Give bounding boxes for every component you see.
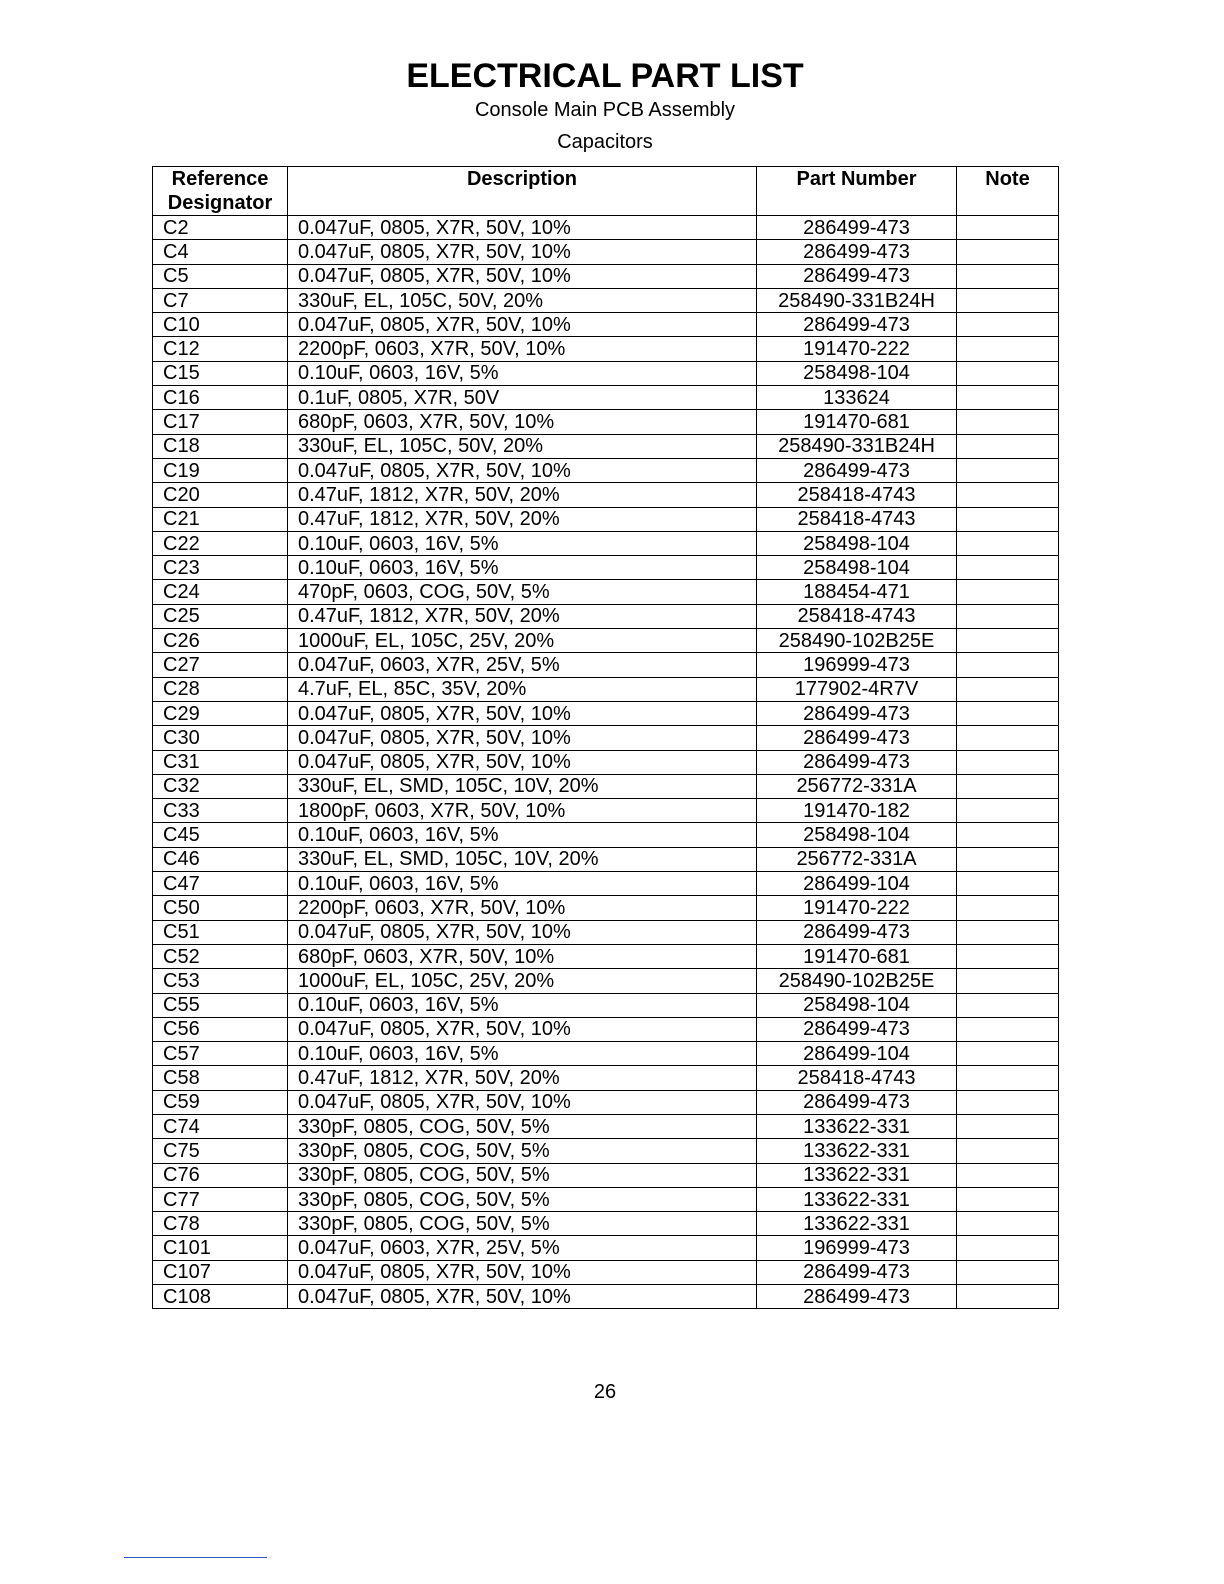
cell-note	[957, 483, 1059, 507]
cell-reference: C74	[153, 1114, 288, 1138]
cell-reference: C10	[153, 313, 288, 337]
cell-description: 0.047uF, 0805, X7R, 50V, 10%	[288, 1260, 757, 1284]
cell-note	[957, 896, 1059, 920]
cell-part-number: 256772-331A	[757, 774, 957, 798]
cell-description: 0.047uF, 0805, X7R, 50V, 10%	[288, 1090, 757, 1114]
cell-note	[957, 1017, 1059, 1041]
cell-reference: C16	[153, 386, 288, 410]
cell-description: 330uF, EL, SMD, 105C, 10V, 20%	[288, 847, 757, 871]
cell-description: 330uF, EL, 105C, 50V, 20%	[288, 434, 757, 458]
table-row	[153, 1260, 1059, 1284]
cell-reference: C31	[153, 750, 288, 774]
cell-note	[957, 264, 1059, 288]
cell-description: 1000uF, EL, 105C, 25V, 20%	[288, 629, 757, 653]
cell-part-number: 286499-104	[757, 1042, 957, 1066]
table-row	[153, 701, 1059, 725]
table-row	[153, 774, 1059, 798]
cell-note	[957, 1114, 1059, 1138]
cell-reference: C77	[153, 1187, 288, 1211]
cell-part-number: 286499-104	[757, 872, 957, 896]
cell-part-number: 191470-681	[757, 410, 957, 434]
table-row	[153, 726, 1059, 750]
cell-part-number: 286499-473	[757, 240, 957, 264]
cell-note	[957, 993, 1059, 1017]
cell-part-number: 191470-182	[757, 799, 957, 823]
cell-reference: C12	[153, 337, 288, 361]
table-row	[153, 361, 1059, 385]
cell-reference: C17	[153, 410, 288, 434]
cell-description: 0.047uF, 0805, X7R, 50V, 10%	[288, 726, 757, 750]
cell-reference: C24	[153, 580, 288, 604]
table-row	[153, 313, 1059, 337]
table-row	[153, 240, 1059, 264]
cell-description: 0.047uF, 0805, X7R, 50V, 10%	[288, 920, 757, 944]
cell-note	[957, 1139, 1059, 1163]
cell-description: 0.047uF, 0805, X7R, 50V, 10%	[288, 313, 757, 337]
cell-description: 2200pF, 0603, X7R, 50V, 10%	[288, 896, 757, 920]
table-row	[153, 458, 1059, 482]
cell-part-number: 286499-473	[757, 1285, 957, 1309]
cell-description: 0.47uF, 1812, X7R, 50V, 20%	[288, 483, 757, 507]
cell-note	[957, 1163, 1059, 1187]
cell-reference: C47	[153, 872, 288, 896]
cell-description: 470pF, 0603, COG, 50V, 5%	[288, 580, 757, 604]
cell-description: 1000uF, EL, 105C, 25V, 20%	[288, 969, 757, 993]
cell-part-number: 286499-473	[757, 264, 957, 288]
table-row	[153, 386, 1059, 410]
table-row	[153, 1139, 1059, 1163]
table-row	[153, 944, 1059, 968]
cell-reference: C23	[153, 556, 288, 580]
cell-part-number: 286499-473	[757, 1260, 957, 1284]
cell-note	[957, 288, 1059, 312]
table-row	[153, 872, 1059, 896]
cell-note	[957, 531, 1059, 555]
cell-reference: C75	[153, 1139, 288, 1163]
cell-reference: C29	[153, 701, 288, 725]
cell-reference: C56	[153, 1017, 288, 1041]
cell-reference: C33	[153, 799, 288, 823]
cell-reference: C20	[153, 483, 288, 507]
table-row	[153, 920, 1059, 944]
table-row	[153, 1066, 1059, 1090]
cell-description: 0.10uF, 0603, 16V, 5%	[288, 556, 757, 580]
cell-description: 0.47uF, 1812, X7R, 50V, 20%	[288, 604, 757, 628]
cell-reference: C58	[153, 1066, 288, 1090]
cell-reference: C4	[153, 240, 288, 264]
cell-description: 0.047uF, 0805, X7R, 50V, 10%	[288, 240, 757, 264]
cell-description: 0.10uF, 0603, 16V, 5%	[288, 872, 757, 896]
cell-part-number: 133622-331	[757, 1163, 957, 1187]
cell-note	[957, 750, 1059, 774]
cell-description: 0.047uF, 0805, X7R, 50V, 10%	[288, 1017, 757, 1041]
cell-reference: C25	[153, 604, 288, 628]
cell-note	[957, 556, 1059, 580]
section-heading: Capacitors	[557, 131, 653, 153]
table-row	[153, 264, 1059, 288]
cell-part-number: 258490-331B24H	[757, 288, 957, 312]
cell-note	[957, 774, 1059, 798]
cell-description: 330pF, 0805, COG, 50V, 5%	[288, 1139, 757, 1163]
cell-description: 0.047uF, 0805, X7R, 50V, 10%	[288, 264, 757, 288]
cell-reference: C30	[153, 726, 288, 750]
cell-reference: C18	[153, 434, 288, 458]
cell-description: 4.7uF, EL, 85C, 35V, 20%	[288, 677, 757, 701]
cell-part-number: 133622-331	[757, 1139, 957, 1163]
cell-part-number: 286499-473	[757, 726, 957, 750]
cell-note	[957, 969, 1059, 993]
table-row	[153, 1114, 1059, 1138]
cell-description: 0.047uF, 0805, X7R, 50V, 10%	[288, 701, 757, 725]
cell-note	[957, 1042, 1059, 1066]
table-row	[153, 216, 1059, 240]
cell-part-number: 286499-473	[757, 1090, 957, 1114]
cell-part-number: 286499-473	[757, 216, 957, 240]
footer-rule	[124, 1557, 267, 1558]
table-row	[153, 799, 1059, 823]
table-row	[153, 847, 1059, 871]
cell-description: 680pF, 0603, X7R, 50V, 10%	[288, 944, 757, 968]
cell-description: 0.10uF, 0603, 16V, 5%	[288, 993, 757, 1017]
cell-part-number: 286499-473	[757, 1017, 957, 1041]
cell-note	[957, 604, 1059, 628]
cell-part-number: 258498-104	[757, 993, 957, 1017]
cell-note	[957, 1212, 1059, 1236]
cell-note	[957, 823, 1059, 847]
cell-description: 0.047uF, 0603, X7R, 25V, 5%	[288, 653, 757, 677]
cell-description: 0.10uF, 0603, 16V, 5%	[288, 361, 757, 385]
cell-reference: C46	[153, 847, 288, 871]
cell-part-number: 133624	[757, 386, 957, 410]
cell-note	[957, 361, 1059, 385]
table-row	[153, 1042, 1059, 1066]
cell-description: 330pF, 0805, COG, 50V, 5%	[288, 1114, 757, 1138]
cell-description: 680pF, 0603, X7R, 50V, 10%	[288, 410, 757, 434]
cell-part-number: 133622-331	[757, 1187, 957, 1211]
table-row	[153, 1017, 1059, 1041]
cell-part-number: 258418-4743	[757, 1066, 957, 1090]
table-row	[153, 483, 1059, 507]
cell-part-number: 196999-473	[757, 1236, 957, 1260]
cell-description: 330pF, 0805, COG, 50V, 5%	[288, 1163, 757, 1187]
cell-note	[957, 677, 1059, 701]
cell-description: 0.47uF, 1812, X7R, 50V, 20%	[288, 1066, 757, 1090]
table-row	[153, 1187, 1059, 1211]
table-row	[153, 1212, 1059, 1236]
cell-reference: C5	[153, 264, 288, 288]
cell-description: 330pF, 0805, COG, 50V, 5%	[288, 1212, 757, 1236]
page-title: ELECTRICAL PART LIST	[406, 57, 804, 95]
cell-description: 0.047uF, 0805, X7R, 50V, 10%	[288, 750, 757, 774]
cell-description: 330uF, EL, 105C, 50V, 20%	[288, 288, 757, 312]
cell-note	[957, 944, 1059, 968]
cell-part-number: 196999-473	[757, 653, 957, 677]
header-part-number: Part Number	[757, 167, 957, 216]
cell-reference: C53	[153, 969, 288, 993]
cell-note	[957, 410, 1059, 434]
cell-part-number: 286499-473	[757, 920, 957, 944]
table-row	[153, 823, 1059, 847]
table-row	[153, 556, 1059, 580]
cell-description: 0.047uF, 0805, X7R, 50V, 10%	[288, 216, 757, 240]
cell-note	[957, 216, 1059, 240]
cell-part-number: 188454-471	[757, 580, 957, 604]
cell-description: 0.1uF, 0805, X7R, 50V	[288, 386, 757, 410]
cell-note	[957, 726, 1059, 750]
cell-part-number: 258490-331B24H	[757, 434, 957, 458]
cell-part-number: 258418-4743	[757, 483, 957, 507]
table-row	[153, 1163, 1059, 1187]
cell-reference: C55	[153, 993, 288, 1017]
cell-reference: C22	[153, 531, 288, 555]
cell-reference: C57	[153, 1042, 288, 1066]
table-row	[153, 1285, 1059, 1309]
cell-reference: C50	[153, 896, 288, 920]
cell-note	[957, 1236, 1059, 1260]
cell-part-number: 258490-102B25E	[757, 629, 957, 653]
table-row	[153, 969, 1059, 993]
cell-description: 0.047uF, 0805, X7R, 50V, 10%	[288, 1285, 757, 1309]
table-row	[153, 1090, 1059, 1114]
cell-reference: C28	[153, 677, 288, 701]
header-note: Note	[957, 167, 1059, 216]
cell-part-number: 286499-473	[757, 313, 957, 337]
table-row	[153, 750, 1059, 774]
cell-note	[957, 313, 1059, 337]
cell-note	[957, 337, 1059, 361]
cell-note	[957, 872, 1059, 896]
cell-note	[957, 507, 1059, 531]
cell-note	[957, 1066, 1059, 1090]
cell-note	[957, 240, 1059, 264]
cell-reference: C78	[153, 1212, 288, 1236]
cell-description: 0.10uF, 0603, 16V, 5%	[288, 823, 757, 847]
table-row	[153, 653, 1059, 677]
table-row	[153, 604, 1059, 628]
table-header-row	[153, 167, 1059, 216]
cell-reference: C27	[153, 653, 288, 677]
cell-part-number: 258498-104	[757, 531, 957, 555]
page-number: 26	[593, 1381, 617, 1403]
cell-description: 2200pF, 0603, X7R, 50V, 10%	[288, 337, 757, 361]
cell-note	[957, 458, 1059, 482]
cell-reference: C15	[153, 361, 288, 385]
cell-part-number: 258498-104	[757, 823, 957, 847]
parts-table-body	[153, 216, 1059, 1309]
cell-reference: C26	[153, 629, 288, 653]
cell-note	[957, 580, 1059, 604]
cell-reference: C51	[153, 920, 288, 944]
cell-part-number: 286499-473	[757, 458, 957, 482]
table-row	[153, 288, 1059, 312]
header-description: Description	[288, 167, 757, 216]
cell-reference: C107	[153, 1260, 288, 1284]
cell-note	[957, 701, 1059, 725]
cell-description: 0.047uF, 0805, X7R, 50V, 10%	[288, 458, 757, 482]
cell-part-number: 256772-331A	[757, 847, 957, 871]
cell-part-number: 286499-473	[757, 701, 957, 725]
cell-reference: C21	[153, 507, 288, 531]
cell-reference: C52	[153, 944, 288, 968]
table-row	[153, 629, 1059, 653]
cell-part-number: 286499-473	[757, 750, 957, 774]
table-row	[153, 531, 1059, 555]
cell-description: 0.10uF, 0603, 16V, 5%	[288, 1042, 757, 1066]
cell-reference: C45	[153, 823, 288, 847]
header-reference-designator: Reference Designator	[153, 167, 288, 216]
cell-description: 0.10uF, 0603, 16V, 5%	[288, 531, 757, 555]
cell-part-number: 258498-104	[757, 556, 957, 580]
cell-part-number: 258498-104	[757, 361, 957, 385]
cell-note	[957, 386, 1059, 410]
cell-description: 0.047uF, 0603, X7R, 25V, 5%	[288, 1236, 757, 1260]
cell-part-number: 133622-331	[757, 1114, 957, 1138]
cell-note	[957, 629, 1059, 653]
cell-reference: C19	[153, 458, 288, 482]
table-row	[153, 580, 1059, 604]
parts-table	[152, 166, 1059, 1309]
cell-reference: C7	[153, 288, 288, 312]
cell-reference: C32	[153, 774, 288, 798]
cell-part-number: 177902-4R7V	[757, 677, 957, 701]
cell-note	[957, 799, 1059, 823]
table-row	[153, 896, 1059, 920]
cell-reference: C101	[153, 1236, 288, 1260]
assembly-subtitle: Console Main PCB Assembly	[474, 99, 736, 121]
cell-part-number: 191470-681	[757, 944, 957, 968]
table-row	[153, 677, 1059, 701]
table-row	[153, 434, 1059, 458]
table-row	[153, 337, 1059, 361]
cell-note	[957, 1285, 1059, 1309]
cell-description: 330uF, EL, SMD, 105C, 10V, 20%	[288, 774, 757, 798]
cell-description: 330pF, 0805, COG, 50V, 5%	[288, 1187, 757, 1211]
cell-part-number: 258418-4743	[757, 604, 957, 628]
cell-note	[957, 1187, 1059, 1211]
cell-part-number: 133622-331	[757, 1212, 957, 1236]
cell-part-number: 191470-222	[757, 337, 957, 361]
table-row	[153, 507, 1059, 531]
cell-description: 0.47uF, 1812, X7R, 50V, 20%	[288, 507, 757, 531]
cell-note	[957, 1260, 1059, 1284]
table-row	[153, 410, 1059, 434]
cell-reference: C2	[153, 216, 288, 240]
cell-note	[957, 653, 1059, 677]
cell-note	[957, 1090, 1059, 1114]
cell-reference: C108	[153, 1285, 288, 1309]
cell-description: 1800pF, 0603, X7R, 50V, 10%	[288, 799, 757, 823]
cell-part-number: 258490-102B25E	[757, 969, 957, 993]
cell-part-number: 191470-222	[757, 896, 957, 920]
cell-reference: C59	[153, 1090, 288, 1114]
table-row	[153, 993, 1059, 1017]
cell-reference: C76	[153, 1163, 288, 1187]
cell-part-number: 258418-4743	[757, 507, 957, 531]
table-row	[153, 1236, 1059, 1260]
cell-note	[957, 434, 1059, 458]
cell-note	[957, 920, 1059, 944]
cell-note	[957, 847, 1059, 871]
